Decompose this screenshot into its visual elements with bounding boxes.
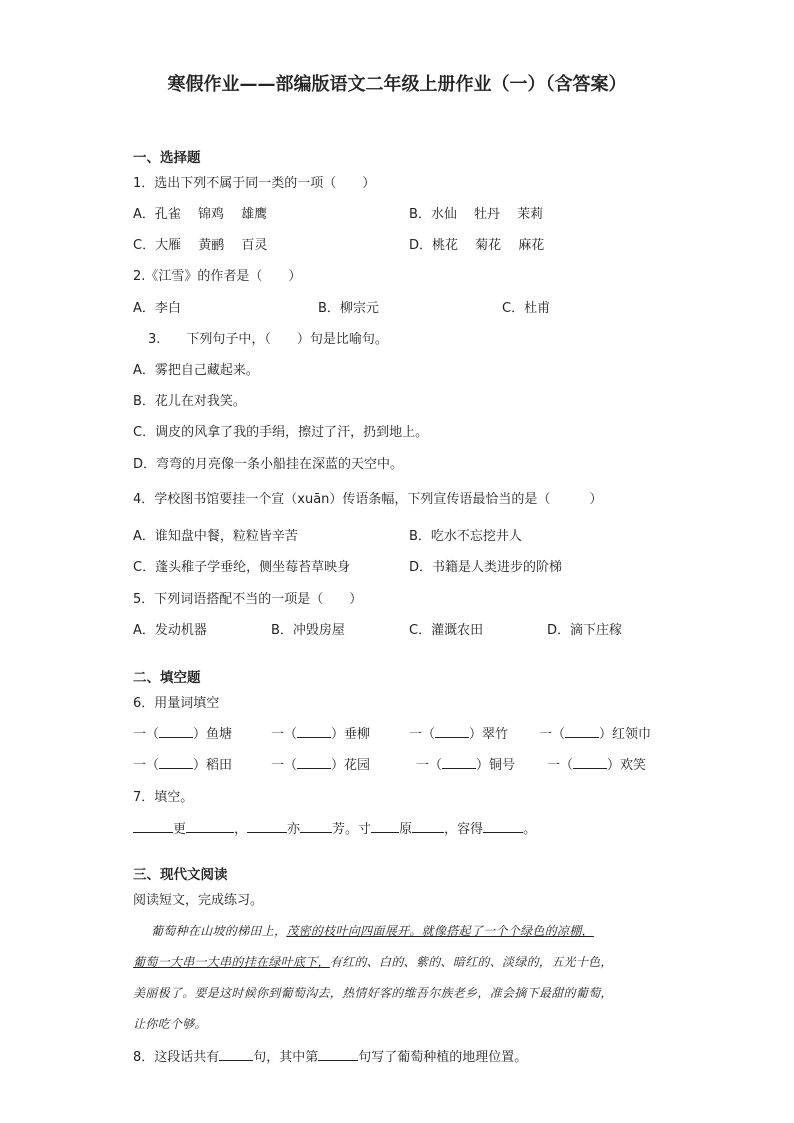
question-5-stem: 5．下列词语搭配不当的一项是（ ） bbox=[133, 592, 363, 607]
question-6-row2-item: 一（ ）稻田 bbox=[133, 758, 233, 773]
passage-line-3: 美丽极了。要是这时候你到葡萄沟去，热情好客的维吾尔族老乡，准会摘下最甜的葡萄， bbox=[133, 986, 613, 1000]
question-4-stem: 4．学校图书馆要挂一个宣（xuān）传语条幅，下列宣传语最恰当的是（ ） bbox=[133, 492, 603, 507]
question-2-option-b: B．柳宗元 bbox=[318, 301, 379, 316]
question-4-option-a: A．谁知盘中餐，粒粒皆辛苦 bbox=[133, 529, 298, 544]
answer-blank[interactable] bbox=[297, 725, 331, 738]
passage-line-4: 让你吃个够。 bbox=[133, 1017, 207, 1031]
question-3-option-a: A．雾把自己藏起来。 bbox=[133, 363, 259, 378]
answer-blank[interactable] bbox=[159, 725, 193, 738]
passage-line-2: 葡萄一大串一大串的挂在绿叶底下，有红的、白的、紫的、暗红的、淡绿的，五光十色， bbox=[133, 955, 613, 969]
answer-blank[interactable] bbox=[297, 756, 331, 769]
answer-blank[interactable] bbox=[565, 725, 599, 738]
question-5-option-c: C．灌溉农田 bbox=[409, 623, 484, 638]
underlined-text: 葡萄一大串一大串的挂在绿叶底下， bbox=[133, 955, 330, 969]
question-1-option-d: D．桃花 菊花 麻花 bbox=[409, 238, 545, 253]
question-6-row2-item: 一（ ）铜号 bbox=[416, 758, 516, 773]
question-6-row2-item: 一（ ）花园 bbox=[271, 758, 371, 773]
question-3-option-d: D．弯弯的月亮像一条小船挂在深蓝的天空中。 bbox=[133, 457, 404, 472]
question-6-row1-item: 一（ ）垂柳 bbox=[271, 727, 371, 742]
answer-blank[interactable] bbox=[412, 820, 444, 833]
underlined-text: 茂密的枝叶向四面展开。就像搭起了一个个绿色的凉棚， bbox=[286, 924, 594, 938]
question-2-option-c: C．杜甫 bbox=[502, 301, 551, 316]
passage-line-1: 葡萄种在山坡的梯田上，茂密的枝叶向四面展开。就像搭起了一个个绿色的凉棚， bbox=[151, 924, 594, 938]
question-5-option-a: A．发动机器 bbox=[133, 623, 207, 638]
answer-blank[interactable] bbox=[573, 756, 607, 769]
answer-blank[interactable] bbox=[483, 820, 523, 833]
question-6-row1-item: 一（ ）鱼塘 bbox=[133, 727, 233, 742]
section-heading-reading: 三、现代文阅读 bbox=[133, 867, 228, 883]
question-1-option-a: A．孔雀 锦鸡 雄鹰 bbox=[133, 207, 268, 222]
answer-blank[interactable] bbox=[435, 725, 469, 738]
answer-blank[interactable] bbox=[300, 820, 332, 833]
question-6-row1-item: 一（ ）翠竹 bbox=[409, 727, 509, 742]
question-5-option-d: D．滴下庄稼 bbox=[547, 623, 623, 638]
question-6-stem: 6．用量词填空 bbox=[133, 696, 220, 711]
page-title: 寒假作业——部编版语文二年级上册作业（一）（含答案） bbox=[167, 74, 627, 95]
section-heading-fill: 二、填空题 bbox=[133, 670, 201, 686]
question-3-option-c: C．调皮的风拿了我的手绢，擦过了汗，扔到地上。 bbox=[133, 425, 429, 440]
answer-blank[interactable] bbox=[247, 820, 287, 833]
question-3-option-b: B．花儿在对我笑。 bbox=[133, 394, 246, 409]
question-1-option-c: C．大雁 黄鹂 百灵 bbox=[133, 238, 268, 253]
answer-blank[interactable] bbox=[159, 756, 193, 769]
section-heading-choice: 一、选择题 bbox=[133, 150, 201, 166]
answer-blank[interactable] bbox=[371, 820, 399, 833]
answer-blank[interactable] bbox=[318, 1048, 358, 1061]
answer-blank[interactable] bbox=[442, 756, 476, 769]
question-5-option-b: B．冲毁房屋 bbox=[271, 623, 345, 638]
question-6-row2-item: 一（ ）欢笑 bbox=[547, 758, 647, 773]
question-1-option-b: B．水仙 牡丹 茉莉 bbox=[409, 207, 544, 222]
answer-blank[interactable] bbox=[186, 820, 234, 833]
question-8: 8．这段话共有 句，其中第 句写了葡萄种植的地理位置。 bbox=[133, 1050, 528, 1065]
answer-blank[interactable] bbox=[133, 820, 173, 833]
question-4-option-b: B．吃水不忘挖井人 bbox=[409, 529, 522, 544]
reading-instruction: 阅读短文，完成练习。 bbox=[133, 893, 264, 908]
question-2-option-a: A．李白 bbox=[133, 301, 181, 316]
question-4-option-d: D．书籍是人类进步的阶梯 bbox=[409, 560, 563, 575]
question-2-stem: 2.《江雪》的作者是（ ） bbox=[133, 269, 302, 284]
question-6-row1-item: 一（ ）红领巾 bbox=[539, 727, 652, 742]
question-7-fill-line: 更 ， 亦 芳。寸 原 ，容得 。 bbox=[133, 818, 536, 837]
question-1-stem: 1．选出下列不属于同一类的一项（ ） bbox=[133, 176, 376, 191]
question-4-option-c: C．蓬头稚子学垂纶，侧坐莓苔草映身 bbox=[133, 560, 351, 575]
question-7-stem: 7．填空。 bbox=[133, 790, 194, 805]
answer-blank[interactable] bbox=[219, 1048, 253, 1061]
question-3-stem: 3. 下列句子中，（ ）句是比喻句。 bbox=[148, 332, 388, 347]
